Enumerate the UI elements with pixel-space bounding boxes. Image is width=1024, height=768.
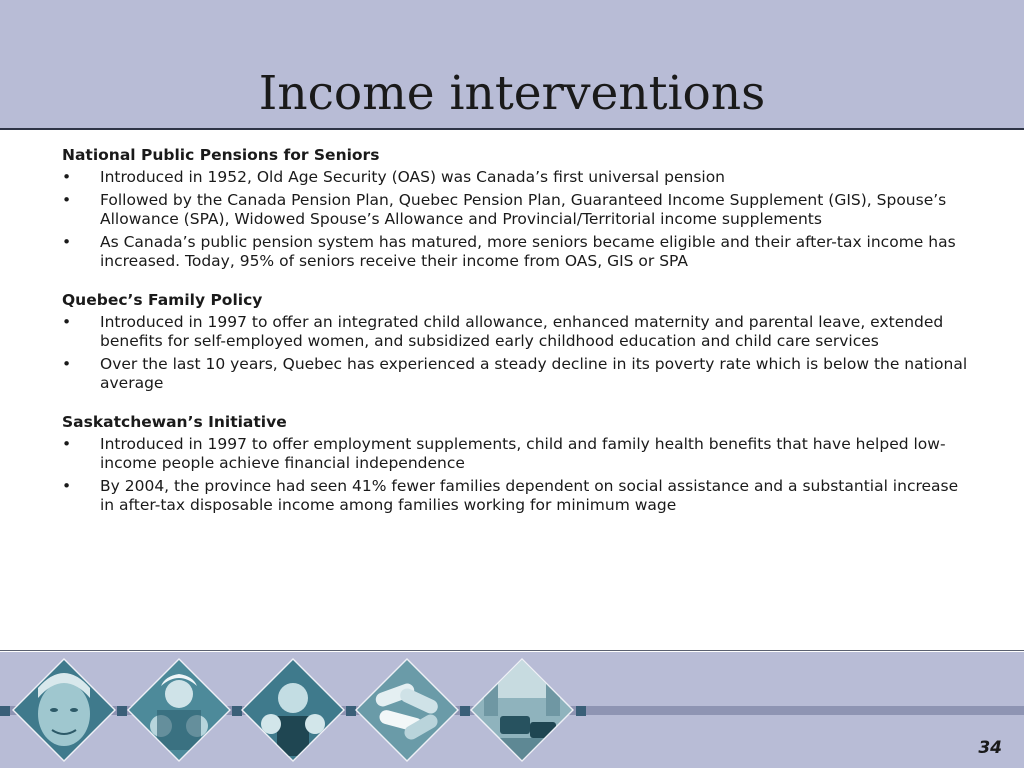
bullet-item — [62, 435, 972, 473]
hands-together-photo-icon — [355, 658, 459, 762]
bullet-text: By 2004, the province had seen 41% fewer families dependent on social assistance and a substantial increase in after-tax disposable income among families working for minimum wage — [100, 477, 959, 514]
section-saskatchewan-initiative — [62, 413, 972, 515]
traffic-street-photo-icon — [470, 658, 574, 762]
bullet-icon: • — [62, 233, 72, 251]
bullet-text: Introduced in 1952, Old Age Security (OAS) was Canada’s first universal pension — [100, 168, 726, 186]
bullet-item — [62, 233, 972, 271]
bullet-icon: • — [62, 355, 72, 373]
accent-square-icon — [0, 706, 10, 716]
bullet-item — [62, 168, 972, 187]
section-heading: Saskatchewan’s Initiative — [62, 413, 287, 431]
accent-square-icon — [576, 706, 586, 716]
bullet-text: Over the last 10 years, Quebec has experienced a steady decline in its poverty rate which is below the national average — [100, 355, 968, 392]
section-national-pensions — [62, 146, 972, 271]
footer-image-strip — [0, 652, 1024, 768]
slide-body — [62, 146, 972, 535]
slide-title: Income interventions — [258, 66, 766, 121]
bullet-text: Followed by the Canada Pension Plan, Quebec Pension Plan, Guaranteed Income Supplement (GIS), Spouse’s Allowance (SPA), Widowed Spouse’s Allowance and Provincial/Territorial income supplements — [100, 191, 947, 228]
section-quebec-family-policy — [62, 291, 972, 393]
section-heading: Quebec’s Family Policy — [62, 291, 263, 309]
accent-square-icon — [460, 706, 470, 716]
section-heading: National Public Pensions for Seniors — [62, 146, 380, 164]
elderly-woman-photo-icon — [12, 658, 116, 762]
bullet-item — [62, 313, 972, 351]
bullet-item — [62, 477, 972, 515]
footer-divider — [0, 650, 1024, 651]
family-photo-icon — [127, 658, 231, 762]
page-number: 34 — [978, 738, 1002, 758]
bullet-item — [62, 355, 972, 393]
bullet-list — [62, 168, 972, 271]
bullet-text: Introduced in 1997 to offer an integrated child allowance, enhanced maternity and parental leave, extended benefits for self-employed women, and subsidized early childhood education and child care services — [100, 313, 944, 350]
header-divider — [0, 128, 1024, 130]
bullet-icon: • — [62, 477, 72, 495]
bullet-item — [62, 191, 972, 229]
bullet-icon: • — [62, 313, 72, 331]
bullet-icon: • — [62, 168, 72, 186]
accent-square-icon — [117, 706, 127, 716]
bullet-list — [62, 313, 972, 393]
bullet-text: Introduced in 1997 to offer employment supplements, child and family health benefits that have helped low-income people achieve financial independence — [100, 435, 946, 472]
bullet-icon: • — [62, 191, 72, 209]
bullet-text: As Canada’s public pension system has matured, more seniors became eligible and their after-tax income has increased. Today, 95% of seniors receive their income from OAS, GIS or SPA — [100, 233, 956, 270]
bullet-icon: • — [62, 435, 72, 453]
bullet-list — [62, 435, 972, 515]
grandparent-children-photo-icon — [241, 658, 345, 762]
